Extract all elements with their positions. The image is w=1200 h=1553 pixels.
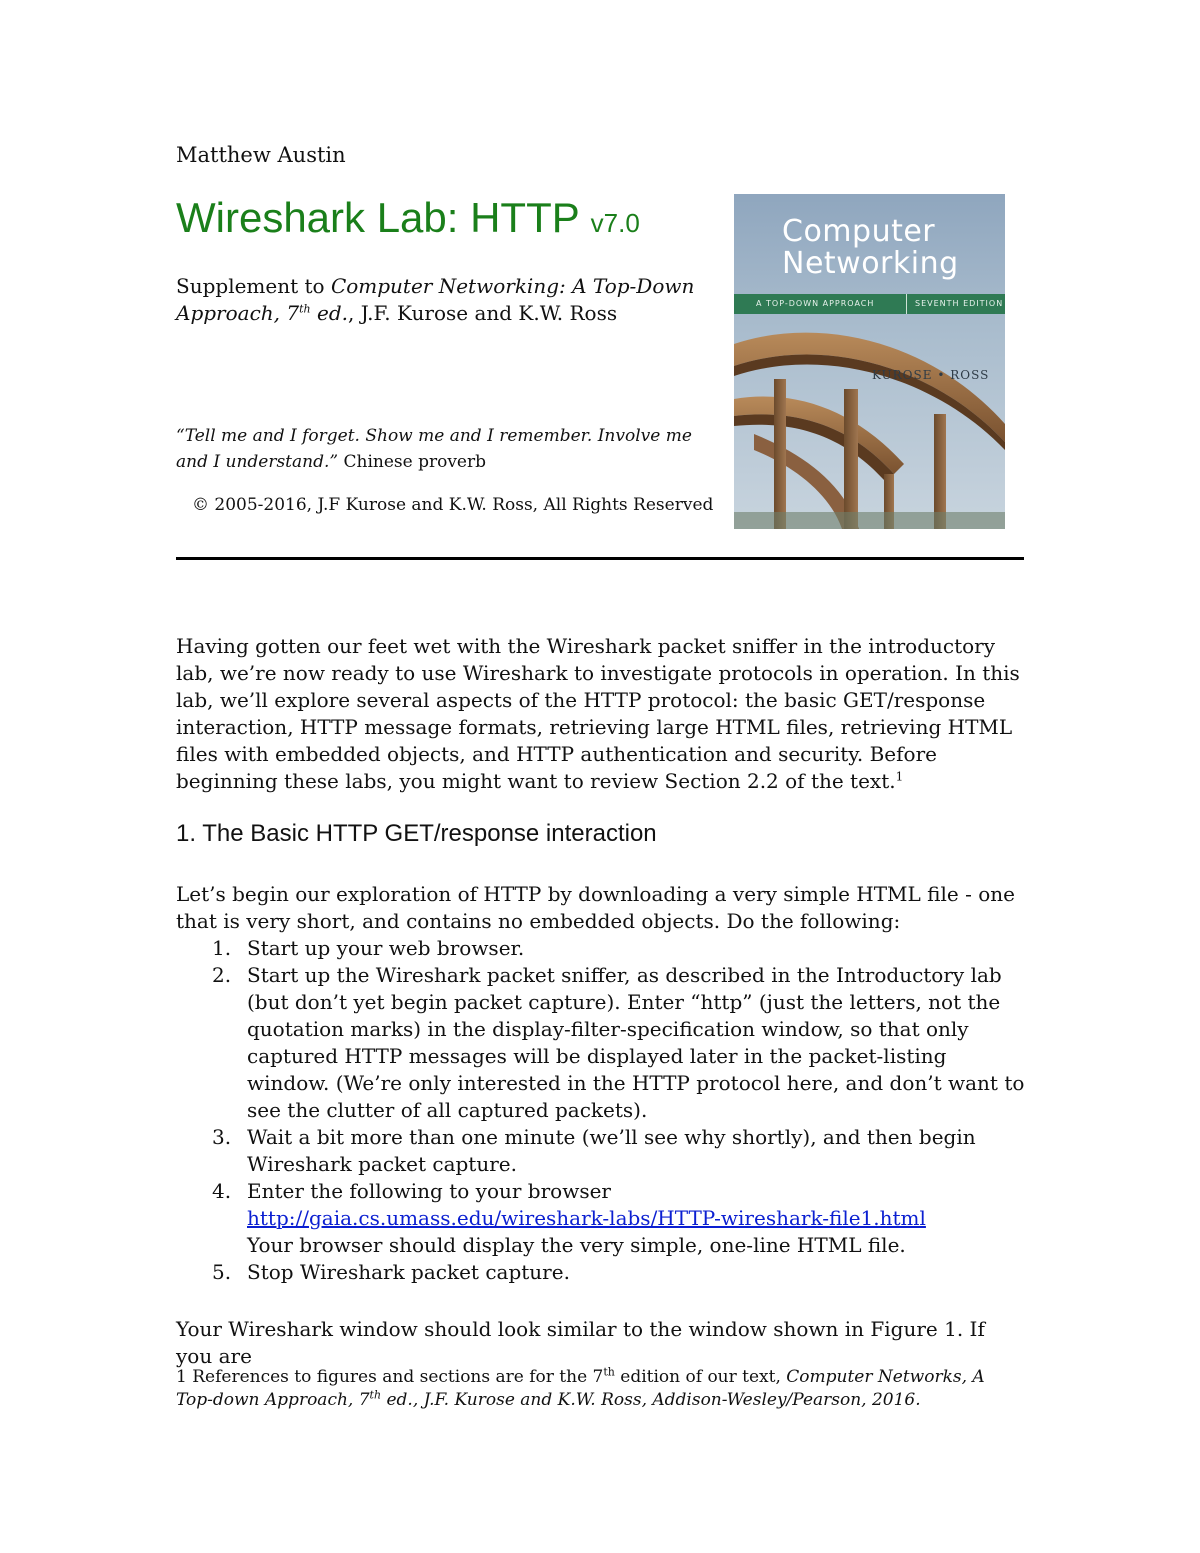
section-heading: 1. The Basic HTTP GET/response interaction [176,820,657,847]
step-number: 3. [212,1125,232,1149]
copyright-notice: © 2005-2016, J.F Kurose and K.W. Ross, All Rights Reserved [192,495,714,515]
footnote-citation-tail: ed., J.F. Kurose and K.W. Ross, Addison-Wesley/Pearson, 2016. [381,1390,921,1410]
cover-band-subtitle: A TOP-DOWN APPROACH [756,299,875,308]
author-name: Matthew Austin [176,143,346,167]
footnote-citation-sup: th [369,1388,382,1402]
step-number: 5. [212,1260,232,1284]
cover-title [782,216,959,280]
horizontal-rule [176,557,1024,560]
step-text: Start up the Wireshark packet sniffer, as described in the Introductory lab (but don’t yet begin packet capture). Enter “http” (just the letters, not the quotation marks) in the display-filter-specification window, so that only captured HTTP messages will be displayed later in the packet-listing window. (We’re only interested in the HTTP protocol here, and don’t want to see the clutter of all captured packets). [247,963,1025,1122]
list-item [176,1124,1026,1178]
edition-sup: th [299,302,311,316]
edition-suffix: ed. [310,301,348,325]
lab-title-main: Wireshark Lab: HTTP [176,194,579,241]
step-text: Start up your web browser. [247,936,525,960]
proverb [176,423,716,475]
step-text-after: Your browser should display the very simple, one-line HTML file. [247,1233,906,1257]
step-number: 2. [212,963,232,987]
footnote-reference[interactable]: 1 [895,769,904,784]
book-title-text: Computer Networking: A Top-Down Approach, 7 [176,274,695,325]
list-item [176,935,1026,962]
cover-title-line1: Computer [782,214,936,249]
proverb-attribution: Chinese proverb [338,452,486,472]
step-text: Enter the following to your browser [247,1179,611,1203]
cover-authors: KUROSE • ROSS [872,368,990,382]
supplement-authors: , J.F. Kurose and K.W. Ross [347,301,618,325]
list-item [176,1259,1026,1286]
footnote-number: 1 [176,1367,187,1387]
step-number: 1. [212,936,232,960]
book-cover-image [734,194,1005,529]
intro-paragraph [176,633,1026,795]
closing-paragraph: Your Wireshark window should look similar to the window shown in Figure 1. If you are [176,1317,985,1368]
step-text: Wait a bit more than one minute (we’ll see why shortly), and then begin Wireshark packet capture. [247,1125,976,1176]
step-text: Stop Wireshark packet capture. [247,1260,570,1284]
lab-title [176,193,640,248]
list-item [176,1178,1026,1259]
intro-text: Having gotten our feet wet with the Wireshark packet sniffer in the introductory lab, we’re now ready to use Wireshark to investigate protocols in operation. In this lab, we’ll explore several aspects of the HTTP protocol: the basic GET/response interaction, HTTP message formats, retrieving large HTML files, retrieving HTML files with embedded objects, and HTTP authentication and security. Before beginning these labs, you might want to review Section 2.2 of the text. [176,634,1020,793]
footnote-text: References to figures and sections are for the 7 [186,1367,604,1387]
supplement-prefix: Supplement to [176,274,331,298]
cover-band-edition: SEVENTH EDITION [906,294,1003,314]
list-item [176,962,1026,1124]
lab-file-link[interactable]: http://gaia.cs.umass.edu/wireshark-labs/HTTP-wireshark-file1.html [247,1206,926,1230]
proverb-quote: “Tell me and I forget. Show me and I remember. Involve me and I understand.” [176,426,692,472]
footnote [176,1366,1026,1412]
footnote-citation-text: Computer Networks, A Top-down Approach, 7 [176,1367,985,1410]
footnote-text-2: edition of our text, [614,1367,787,1387]
lab-title-version: v7.0 [590,208,640,238]
steps-list [176,935,1026,1286]
section-lead-paragraph: Let’s begin our exploration of HTTP by downloading a very simple HTML file - one that is very short, and contains no embedded objects. Do the following: [176,882,1015,933]
cover-title-line2: Networking [782,246,959,281]
cover-band [734,294,1005,314]
supplement-line [176,273,716,327]
step-number: 4. [212,1179,232,1203]
footnote-sup: th [603,1365,615,1379]
